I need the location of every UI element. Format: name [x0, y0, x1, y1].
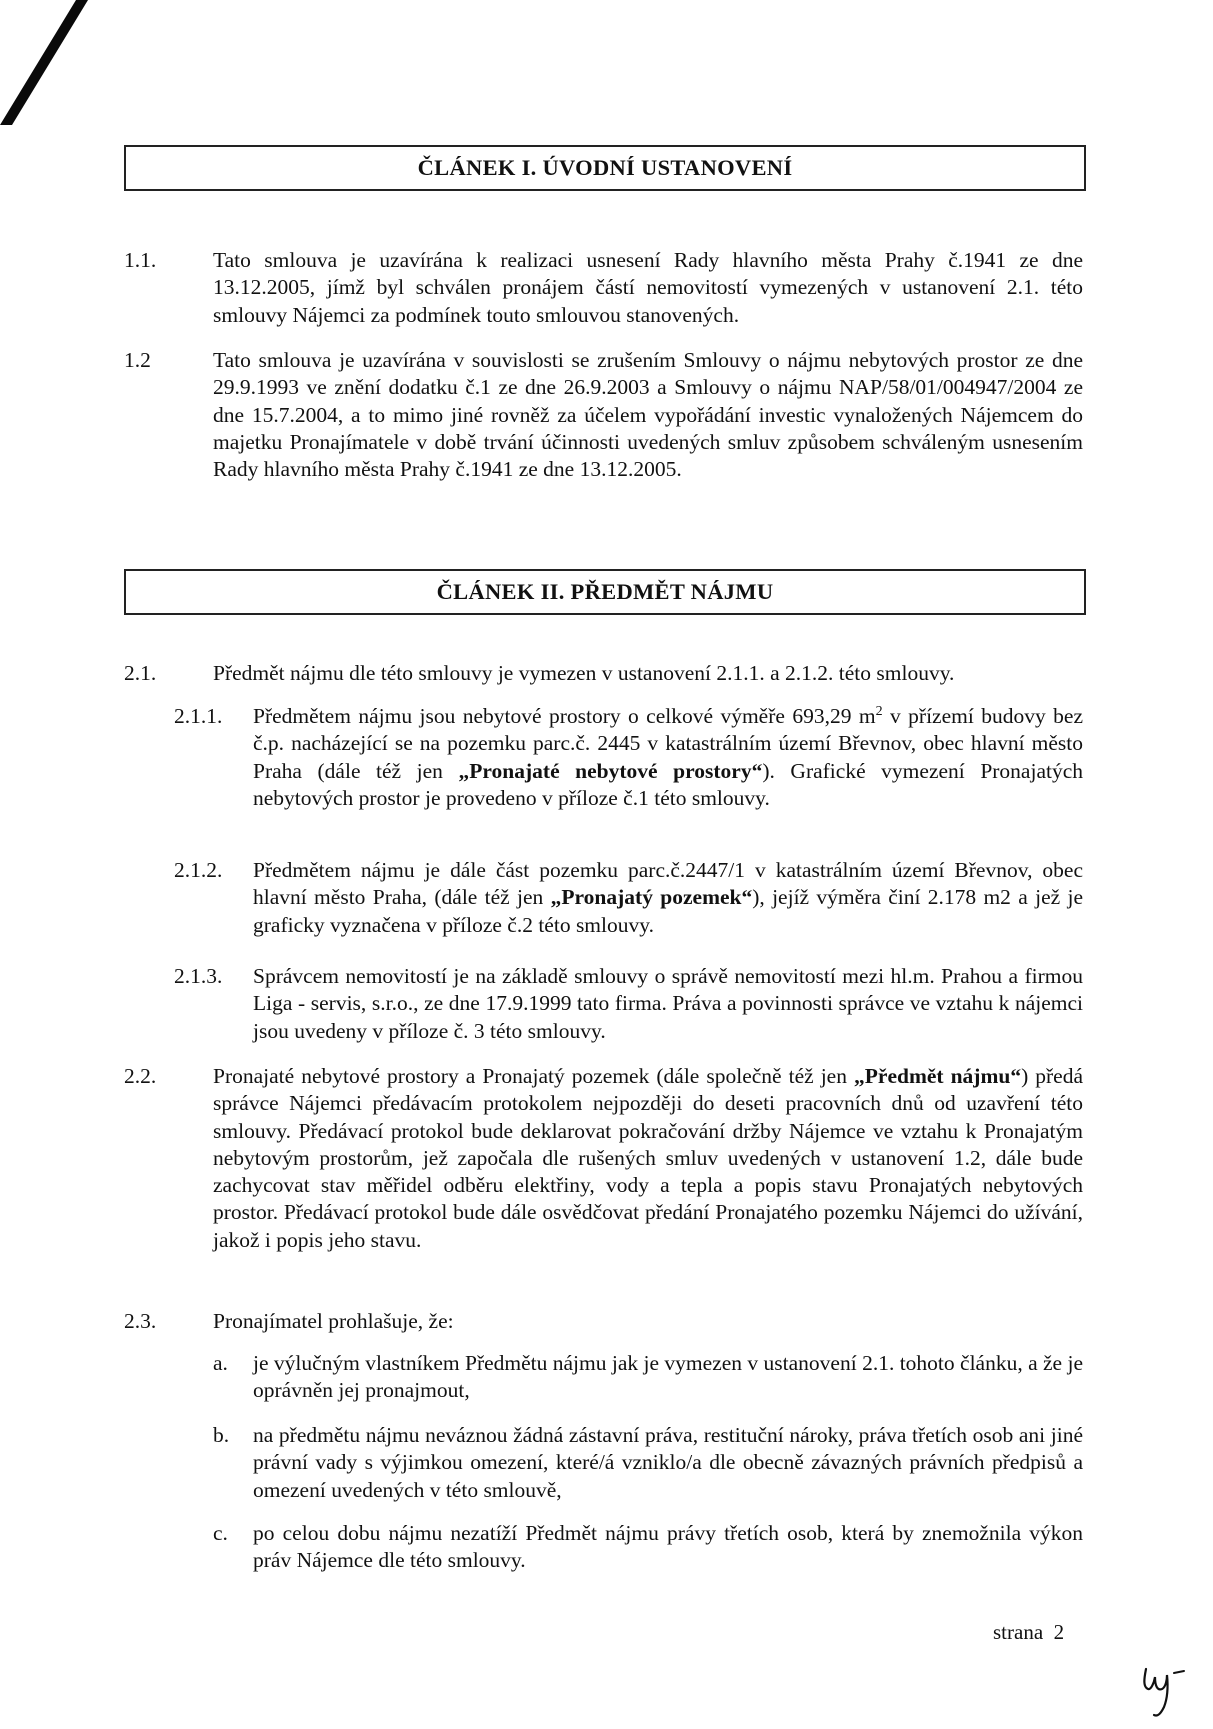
clause-1-2-text: Tato smlouva je uzavírána v souvislosti se zrušením Smlouvy o nájmu nebytových prostor ze dne 29.9.1993 ve znění dodatku č.1 ze dne 26.9.2003 a Smlouvy o nájmu NAP/58/01/004947/2004 ze dne 15.7.2004, a to mimo jiné rovněž za účelem vypořádání investic vynaložených Nájemcem do majetku Pronajímatele v době trvání účinnosti uvedených smluv způsobem schváleným usnesením Rady hlavního města Prahy č.1941 ze dne 13.12.2005. — [213, 348, 1083, 482]
article-1-heading-text: ČLÁNEK I. ÚVODNÍ USTANOVENÍ — [417, 155, 793, 181]
corner-scan-mark — [0, 0, 100, 140]
list-marker: b. — [213, 1423, 230, 1447]
clause-2-1-1-text: Předmětem nájmu jsou nebytové prostory o celkové výměře 693,29 $m^2$ v přízemí budovy bez č.p. nacházející se na pozemku parc.č. 2445 v katastrálním území Břevnov, obec hlavní město Praha (dále též jen „Pronajaté nebytové prostory“). Grafické vymezení Pronajatých nebytových prostor je provedeno v příloze č.1 této smlouvy. — [253, 703, 1084, 810]
list-marker: c. — [213, 1521, 228, 1545]
clause-2-1-3-text: Správcem nemovitostí je na základě smlouvy o správě nemovitostí mezi hl.m. Prahou a firmou Liga - servis, s.r.o., ze dne 17.9.1999 tato firma. Práva a povinnosti správce ve vztahu k nájemci jsou uvedeny v příloze č. 3 této smlouvy. — [253, 964, 1083, 1043]
list-marker: a. — [213, 1351, 228, 1375]
clause-number: 2.1.3. — [174, 964, 223, 988]
clause-number: 1.2 — [124, 348, 151, 372]
article-2-heading-text: ČLÁNEK II. PŘEDMĚT NÁJMU — [436, 579, 774, 605]
article-1-heading — [124, 145, 1086, 191]
clause-number: 1.1. — [124, 248, 157, 272]
clause-2-2-text: Pronajaté nebytové prostory a Pronajatý pozemek (dále společně též jen „Předmět nájmu“) předá správce Nájemci předávacím protokolem nejpozději do deseti pracovních dnů od uzavření této smlouvy. Předávací protokol bude deklarovat pokračování držby Nájemce ve vztahu k Pronajatým nebytovým prostorům, jež započala dle rušených smluv uvedených v ustanovení 1.2, dále bude zachycovat stav měřidel odběru elektřiny, vody a tepla a popis stavu Pronajatých nebytových prostor. Předávací protokol bude dále osvědčovat předání Pronajatého pozemku Nájemci do užívání, jakož i popis jeho stavu. — [213, 1064, 1084, 1252]
clause-2-1-2-text: Předmětem nájmu je dále část pozemku parc.č.2447/1 v katastrálním území Břevnov, obec hlavní město Praha, (dále též jen „Pronajatý pozemek“), jejíž výměra činí 2.178 m2 a jež je graficky vyznačena v příloze č.2 této smlouvy. — [253, 858, 1083, 937]
clause-2-3-c-text: po celou dobu nájmu nezatíží Předmět nájmu právy třetích osob, která by znemožnila výkon práv Nájemce dle této smlouvy. — [253, 1521, 1083, 1573]
handwritten-initials — [1140, 1665, 1190, 1720]
clause-number: 2.1. — [124, 661, 157, 685]
clause-number: 2.2. — [124, 1064, 157, 1088]
clause-number: 2.1.1. — [174, 704, 223, 728]
page-number: strana 2 — [993, 1620, 1065, 1644]
clause-2-3-b-text: na předmětu nájmu neváznou žádná zástavní práva, restituční nároky, práva třetích osob ani jiné právní vady s výjimkou omezení, které/á vzniklo/a dle obecně závazných právních předpisů a omezení uvedených v této smlouvě, — [253, 1423, 1083, 1502]
clause-1-1-text: Tato smlouva je uzavírána k realizaci usnesení Rady hlavního města Prahy č.1941 ze dne 13.12.2005, jímž byl schválen pronájem částí nemovitostí vymezených v ustanovení 2.1. této smlouvy Nájemci za podmínek touto smlouvou stanovených. — [213, 248, 1083, 327]
clause-number: 2.1.2. — [174, 858, 223, 882]
clause-number: 2.3. — [124, 1309, 157, 1333]
clause-2-3-a-text: je výlučným vlastníkem Předmětu nájmu jak je vymezen v ustanovení 2.1. tohoto článku, a že je oprávněn jej pronajmout, — [253, 1351, 1083, 1403]
article-2-heading — [124, 569, 1086, 615]
clause-2-3-text: Pronajímatel prohlašuje, že: — [213, 1309, 454, 1333]
clause-2-1-text: Předmět nájmu dle této smlouvy je vymezen v ustanovení 2.1.1. a 2.1.2. této smlouvy. — [213, 661, 955, 685]
